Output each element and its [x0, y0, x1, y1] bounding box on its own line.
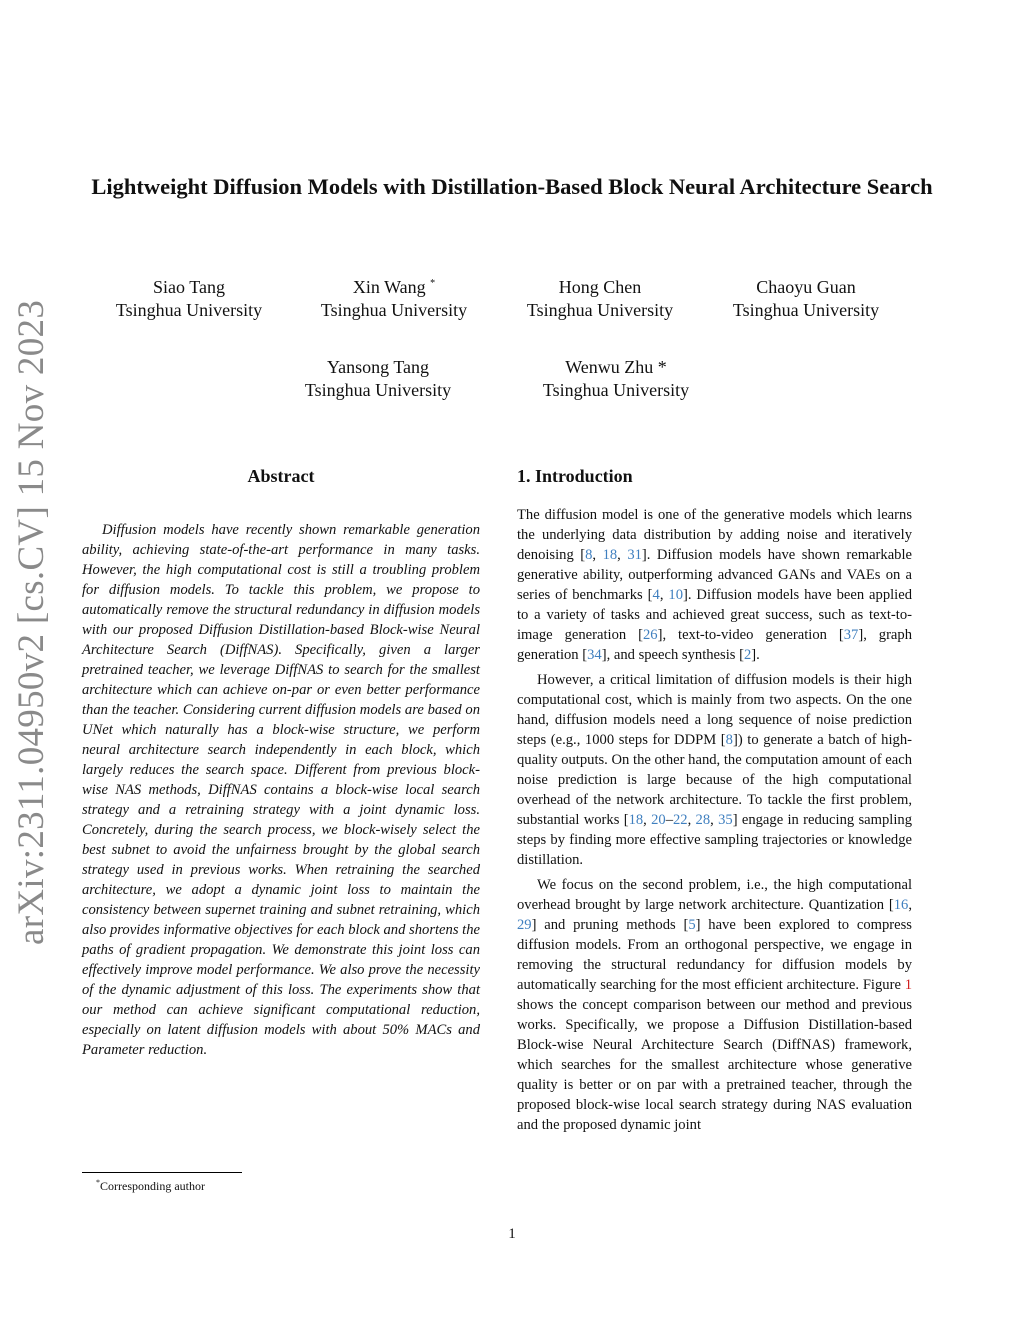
author-affiliation: Tsinghua University [115, 300, 263, 320]
citation-link[interactable]: 28 [695, 812, 711, 828]
citation-link[interactable]: 2 [743, 647, 752, 663]
author-block [258, 352, 498, 402]
citation-link[interactable]: 37 [843, 627, 859, 643]
paper-title: Lightweight Diffusion Models with Distillation-Based Block Neural Architecture Search [91, 174, 933, 199]
page-number: 1 [508, 1226, 516, 1242]
intro-paragraph: However, a critical limitation of diffusion models is their high computational cost, which is mainly from two aspects. On the one hand, diffusion models need a long sequence of noise prediction steps (e.g., 1000 steps for DDPM [8]) to generate a batch of high-quality outputs. On the other hand, the computation amount of each noise prediction is large because of the high computational overhead of the network architecture. To tackle the first problem, substantial works [18, 20–22, 28, 35] engage in reducing sampling steps by finding more effective sampling trajectories or knowledge distillation. [517, 672, 912, 868]
citation-link[interactable]: 26 [642, 627, 658, 643]
citation-link[interactable]: 16 [893, 897, 909, 913]
author-name: Yansong Tang [326, 357, 430, 377]
author-name: Siao Tang [153, 277, 225, 297]
citation-link[interactable]: 20 [651, 812, 666, 828]
footnote-rule [82, 1172, 242, 1173]
citation-link[interactable]: 4 [652, 587, 660, 603]
citation-link[interactable]: 35 [718, 812, 733, 828]
author-block [274, 272, 514, 322]
introduction-body [517, 505, 912, 1140]
intro-paragraph: The diffusion model is one of the generative models which learns the underlying data distribution by adding noise and iteratively denoising [8, 18, 31]. Diffusion models have shown remarkable generative ability, outperforming advanced GANs and VAEs on a series of benchmarks [4, 10]. Diffusion models have been applied to a variety of tasks and achieved great success, such as text-to-image generation [26], text-to-video generation [37], graph generation [34], and speech synthesis [2]. [517, 507, 913, 663]
author-name: Wenwu Zhu * [565, 357, 667, 377]
abstract-text: Diffusion models have recently shown remarkable generation ability, achieving state-of-the-art performance in many tasks. However, the high computational cost is still a troubling problem for diffusion models. To tackle this problem, we propose to automatically remove the structural redundancy in diffusion models with our proposed Diffusion Distillation-based Block-wise Neural Architecture Search (DiffNAS). Specifically, given a larger pretrained teacher, we leverage DiffNAS to search for the smallest architecture which can achieve on-par or even better performance than the teacher. Considering current diffusion models are based on UNet which naturally has a block-wise structure, we perform neural architecture search independently in each block, which largely reduces the search space. Different from previous block-wise NAS methods, DiffNAS contains a block-wise local search strategy and a retraining strategy with a joint dynamic loss. Concretely, during the search process, we block-wisely select the best subnet to avoid the unfairness brought by the global search strategy used in previous works. When retraining the searched architecture, we adopt a dynamic joint loss to maintain the consistency between supernet training and subnet retraining, which also provides informative objectives for each block and shortens the paths of gradient propagation. We demonstrate this joint loss can effectively improve model performance. We also prove the necessity of the dynamic adjustment of this loss. The experiments show that our method can achieve significant computational reduction, especially on latent diffusion models with about 50% MACs and Parameter reduction. [82, 522, 480, 1058]
arxiv-identifier: arXiv:2311.04950v2 [cs.CV] 15 Nov 2023 [11, 299, 52, 945]
citation-link[interactable]: 8 [725, 732, 733, 748]
author-block [480, 272, 720, 322]
citation-link[interactable]: 5 [688, 917, 696, 933]
citation-link[interactable]: 31 [627, 547, 642, 563]
citation-link[interactable]: 10 [668, 587, 683, 603]
author-block [69, 272, 309, 322]
author-name: Hong Chen [558, 277, 642, 297]
figure-reference-link[interactable]: 1 [904, 977, 912, 993]
author-affiliation: Tsinghua University [526, 300, 674, 320]
citation-link[interactable]: 29 [517, 917, 532, 933]
author-name: Xin Wang * [352, 277, 436, 297]
citation-link[interactable]: 18 [602, 547, 618, 563]
citation-link[interactable]: 18 [628, 812, 644, 828]
citation-link[interactable]: 22 [673, 812, 688, 828]
footnote: *Corresponding author [96, 1178, 205, 1193]
author-affiliation: Tsinghua University [320, 300, 468, 320]
author-affiliation: Tsinghua University [732, 300, 880, 320]
introduction-heading: 1. Introduction [517, 466, 633, 486]
citation-link[interactable]: 34 [587, 647, 602, 663]
author-affiliation: Tsinghua University [304, 380, 452, 400]
author-block [686, 272, 926, 322]
abstract-heading: Abstract [247, 466, 315, 486]
author-affiliation: Tsinghua University [542, 380, 690, 400]
author-name: Chaoyu Guan [756, 277, 856, 297]
intro-paragraph: We focus on the second problem, i.e., the high computational overhead brought by large network architecture. Quantization [16, 29] and pruning methods [5] have been explored to compress diffusion models. From an orthogonal perspective, we engage in removing the structural redundancy for diffusion models by automatically searching for the most efficient architecture. Figure 1 shows the concept comparison between our method and previous works. Specifically, we propose a Diffusion Distillation-based Block-wise Neural Architecture Search (DiffNAS) framework, which searches for the smallest architecture whose generative quality is better or on par with a pretrained teacher, through the proposed block-wise local search strategy during NAS evaluation and the proposed dynamic joint [517, 877, 912, 1133]
author-block [496, 352, 736, 402]
citation-link[interactable]: 8 [585, 547, 593, 563]
